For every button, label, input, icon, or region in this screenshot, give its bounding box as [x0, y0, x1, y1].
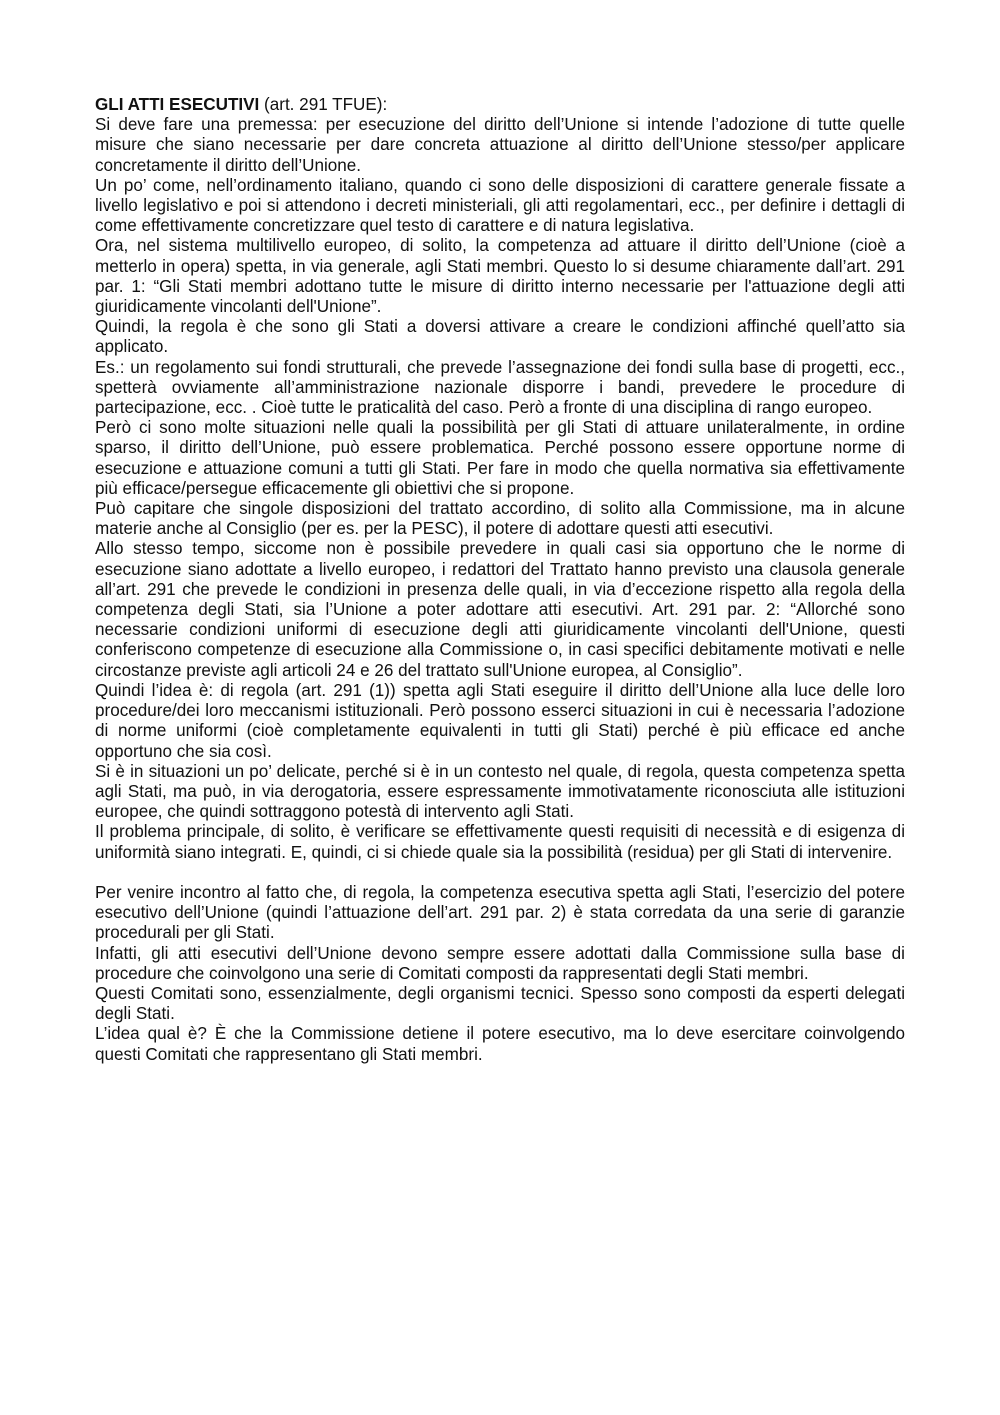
- paragraph: Il problema principale, di solito, è verificare se effettivamente questi requisiti di necessità e di esigenza di uniformità siano integrati. E, quindi, ci si chiede quale sia la possibilità (residua) per gli Stati di intervenire.: [95, 822, 905, 862]
- paragraph: L’idea qual è? È che la Commissione detiene il potere esecutivo, ma lo deve esercitare coinvolgendo questi Comitati che rappresentano gli Stati membri.: [95, 1024, 905, 1064]
- paragraph: Allo stesso tempo, siccome non è possibile prevedere in quali casi sia opportuno che le norme di esecuzione siano adottate a livello europeo, i redattori del Trattato hanno previsto una clausola generale all’art. 291 che prevede le condizioni in presenza delle quali, in via d’eccezione rispetto alla regola della competenza degli Stati, sia l’Unione a poter adottare atti esecutivi. Art. 291 par. 2: “Allorché sono necessarie condizioni uniformi di esecuzione degli atti giuridicamente vincolanti dell'Unione, questi conferiscono competenze di esecuzione alla Commissione o, in casi specifici debitamente motivati e nelle circostanze previste agli articoli 24 e 26 del trattato sull'Unione europea, al Consiglio”.: [95, 539, 905, 680]
- paragraph: Per venire incontro al fatto che, di regola, la competenza esecutiva spetta agli Stati, l’esercizio del potere esecutivo dell’Unione (quindi l’attuazione dell’art. 291 par. 2) è stata corredata da una serie di garanzie procedurali per gli Stati.: [95, 882, 905, 943]
- paragraph: Questi Comitati sono, essenzialmente, degli organismi tecnici. Spesso sono composti da esperti delegati degli Stati.: [95, 983, 905, 1024]
- paragraph: Si deve fare una premessa: per esecuzione del diritto dell’Unione si intende l’adozione di tutte quelle misure che siano necessarie per dare concreta attuazione al diritto dell’Unione stesso/per applicare concretamente il diritto dell’Unione.: [95, 115, 905, 175]
- paragraph: Infatti, gli atti esecutivi dell’Unione devono sempre essere adottati dalla Commissione sulla base di procedure che coinvolgono una serie di Comitati composti da rappresentati degli Stati membri.: [95, 943, 905, 983]
- section-title: GLI ATTI ESECUTIVI: [95, 95, 260, 114]
- document-page: [95, 95, 905, 1065]
- paragraph: Si è in situazioni un po’ delicate, perché si è in un contesto nel quale, di regola, questa competenza spetta agli Stati, ma può, in via derogatoria, essere espressamente immotivatamente riconosciuta alle istituzioni europee, che quindi sottraggono potestà di intervento agli Stati.: [95, 761, 905, 822]
- paragraph: Un po’ come, nell’ordinamento italiano, quando ci sono delle disposizioni di carattere generale fissate a livello legislativo e poi si attendono i decreti ministeriali, gli atti regolamentari, ecc., per definire i dettagli di come effettivamente concretizzare quel testo di carattere e di natura legislativa.: [95, 175, 905, 236]
- paragraph: Può capitare che singole disposizioni del trattato accordino, di solito alla Commissione, ma in alcune materie anche al Consiglio (per es. per la PESC), il potere di adottare questi atti esecutivi.: [95, 499, 905, 539]
- section-title-reference: (art. 291 TFUE):: [259, 95, 388, 114]
- section-heading: [95, 95, 905, 115]
- paragraph: Ora, nel sistema multilivello europeo, di solito, la competenza ad attuare il diritto dell’Unione (cioè a metterlo in opera) spetta, in via generale, agli Stati membri. Questo lo si desume chiaramente dall’art. 291 par. 1: “Gli Stati membri adottano tutte le misure di diritto interno necessarie per l'attuazione degli atti giuridicamente vincolanti dell'Unione”.: [95, 236, 905, 317]
- paragraph: Però ci sono molte situazioni nelle quali la possibilità per gli Stati di attuare unilateralmente, in ordine sparso, il diritto dell’Unione, può essere problematica. Perché possono essere opportune norme di esecuzione e attuazione comuni a tutti gli Stati. Per fare in modo che quella normativa sia effettivamente più efficace/persegue efficacemente gli obiettivi che si propone.: [95, 418, 905, 498]
- paragraph: Quindi l’idea è: di regola (art. 291 (1)) spetta agli Stati eseguire il diritto dell’Unione alla luce delle loro procedure/dei loro meccanismi istituzionali. Però possono esserci situazioni in cui è necessaria l’adozione di norme uniformi (cioè completamente equivalenti in tutti gli Stati) perché è più efficace ed anche opportuno che sia così.: [95, 680, 905, 761]
- blank-line: [95, 863, 905, 883]
- paragraph: Quindi, la regola è che sono gli Stati a doversi attivare a creare le condizioni affinché quell’atto sia applicato.: [95, 317, 905, 357]
- paragraph: Es.: un regolamento sui fondi strutturali, che prevede l’assegnazione dei fondi sulla base di progetti, ecc., spetterà ovviamente all’amministrazione nazionale disporre i bandi, prevedere le procedure di partecipazione, ecc. . Cioè tutte le praticalità del caso. Però a fronte di una disciplina di rango europeo.: [95, 357, 905, 418]
